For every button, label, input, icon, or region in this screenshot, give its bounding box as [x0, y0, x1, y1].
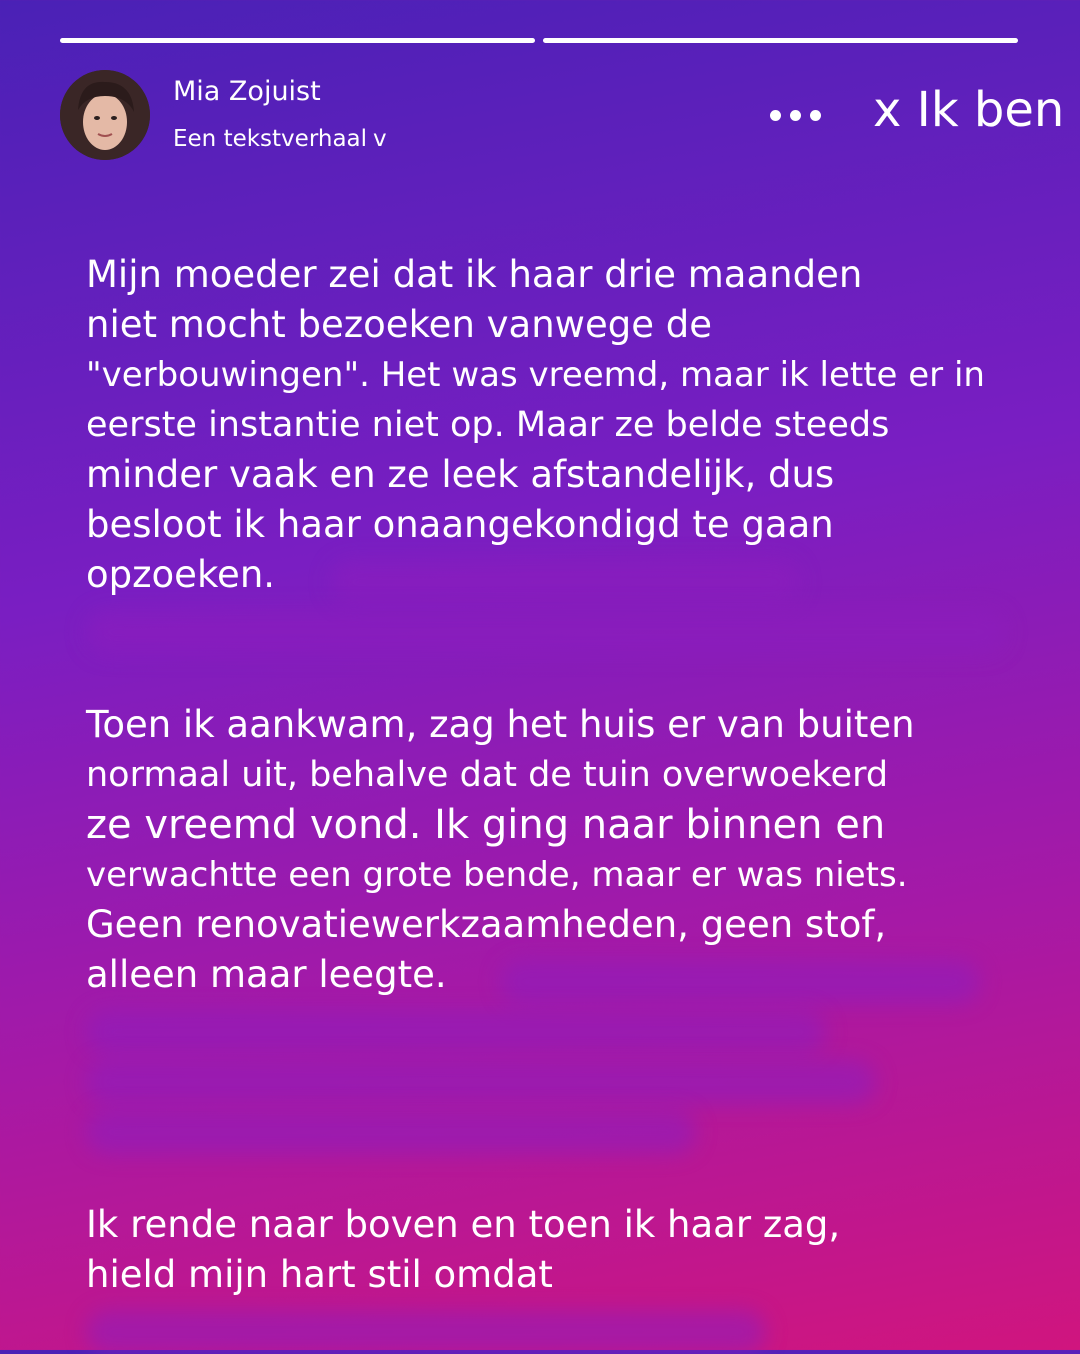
- user-name[interactable]: Mia Zojuist: [173, 76, 321, 107]
- story-line: hield mijn hart stil omdat: [86, 1253, 553, 1296]
- story-subtitle[interactable]: [173, 126, 387, 152]
- dot: [790, 110, 801, 121]
- story-line: Mijn moeder zei dat ik haar drie maanden: [86, 253, 863, 296]
- story-line: Ik rende naar boven en toen ik haar zag,: [86, 1203, 841, 1246]
- story-line: normaal uit, behalve dat de tuin overwoekerd: [86, 755, 889, 795]
- blurred-text: [86, 1060, 876, 1104]
- blurred-text: [86, 1110, 696, 1154]
- story-paragraph-1: [86, 250, 996, 600]
- story-line: opzoeken.: [86, 553, 276, 596]
- avatar[interactable]: [60, 70, 150, 160]
- blurred-text: [86, 1010, 826, 1054]
- story-line: Geen renovatiewerkzaamheden, geen stof,: [86, 903, 887, 946]
- story-paragraph-3: [86, 1200, 996, 1300]
- chevron-down-icon: v: [373, 126, 387, 152]
- story-line: niet mocht bezoeken vanwege de: [86, 303, 712, 346]
- story-progress-bar: [60, 38, 1018, 43]
- story-line: eerste instantie niet op. Maar ze belde steeds: [86, 405, 890, 445]
- blurred-text: [86, 610, 1006, 654]
- story-line: verwachtte een grote bende, maar er was niets.: [86, 855, 908, 895]
- progress-segment: [543, 38, 1018, 43]
- story-line: alleen maar leegte.: [86, 953, 447, 996]
- story-line: minder vaak en ze leek afstandelijk, dus: [86, 453, 835, 496]
- blurred-text: [86, 1310, 766, 1354]
- subtitle-text: Een tekstverhaal: [173, 126, 368, 152]
- more-options-icon[interactable]: [770, 100, 824, 130]
- story-paragraph-2: [86, 700, 996, 1000]
- dot: [770, 110, 781, 121]
- close-button[interactable]: x Ik ben: [873, 82, 1065, 138]
- dot: [810, 110, 821, 121]
- story-line: ze vreemd vond. Ik ging naar binnen en: [86, 802, 886, 848]
- progress-segment: [60, 38, 535, 43]
- story-line: "verbouwingen". Het was vreemd, maar ik lette er in: [86, 355, 985, 395]
- story-line: besloot ik haar onaangekondigd te gaan: [86, 503, 834, 546]
- story-line: Toen ik aankwam, zag het huis er van buiten: [86, 703, 915, 746]
